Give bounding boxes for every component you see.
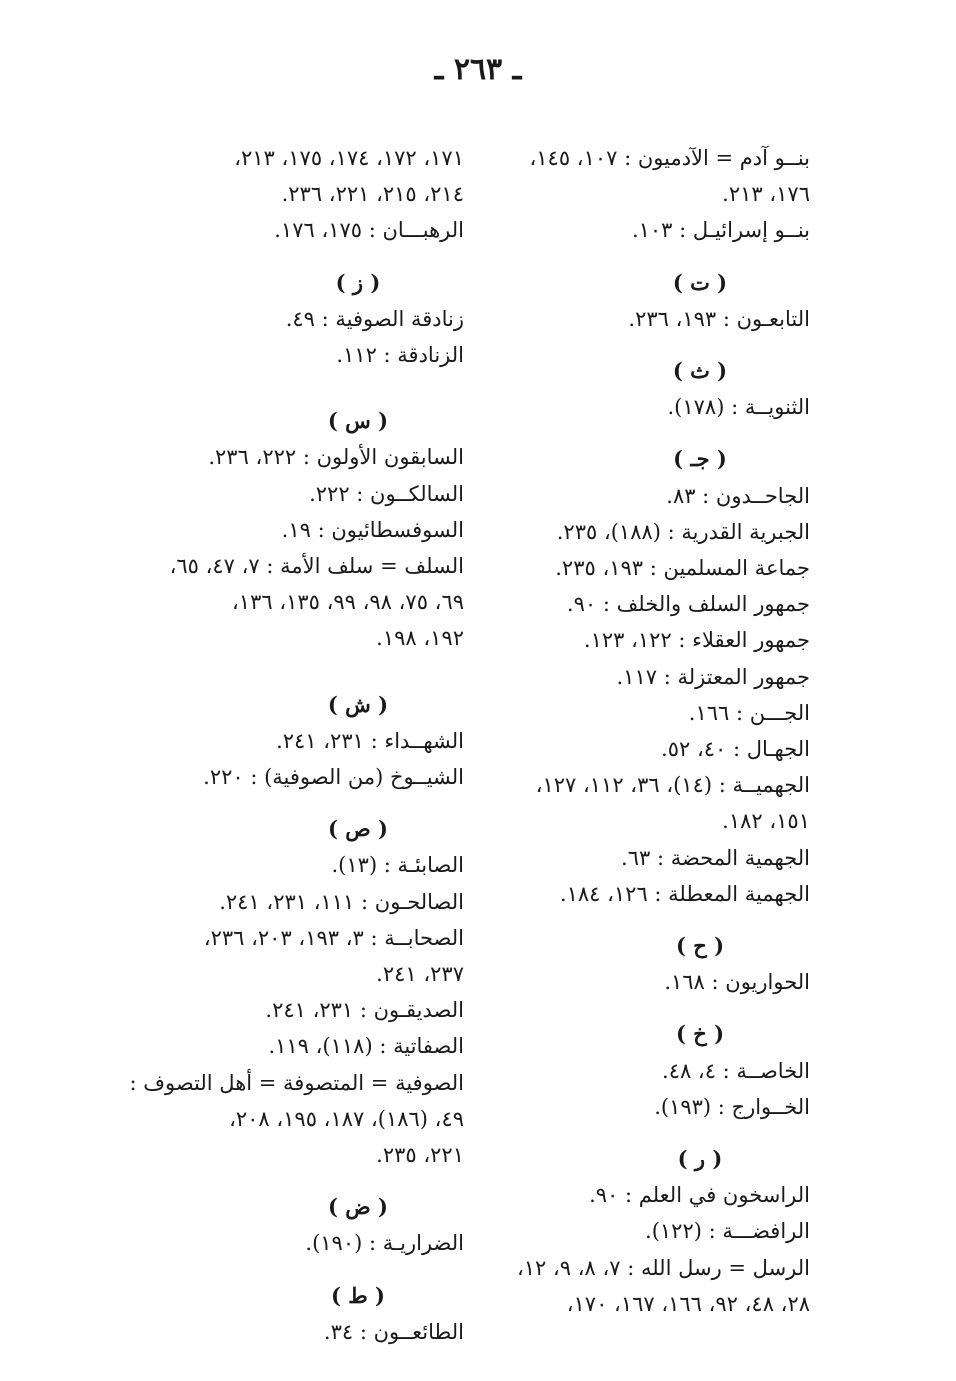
section-spacer xyxy=(142,795,464,811)
section-letter-heading: ( جـ ) xyxy=(673,446,727,472)
index-entry: الجهـال : ٤٠، ٥٢. xyxy=(661,737,810,762)
section-letter-heading: ( ش ) xyxy=(327,691,389,717)
index-entry: الراسخون في العلم : ٩٠. xyxy=(589,1183,810,1208)
section-letter-heading: ( ز ) xyxy=(335,269,381,295)
index-entry: بنــو إسرائيـل : ١٠٣. xyxy=(631,218,810,243)
index-entry: ١٧١، ١٧٢، ١٧٤، ١٧٥، ٢١٣، xyxy=(234,146,464,170)
index-entry: الثنويــة : (١٧٨). xyxy=(667,395,810,420)
section-spacer xyxy=(480,912,810,928)
section-letter-heading: ( ط ) xyxy=(331,1282,385,1308)
index-entry: ٦٩، ٧٥، ٩٨، ٩٩، ١٣٥، ١٣٦، xyxy=(232,590,464,615)
index-entry: ٤٩، (١٨٦)، ١٨٧، ١٩٥، ٢٠٨، xyxy=(229,1106,464,1131)
index-entry: ٢٢١، ٢٣٥. xyxy=(376,1143,464,1168)
index-entry: الصوفية = المتصوفة = أهل التصوف : xyxy=(129,1070,464,1095)
index-entry: الرسل = رسل الله : ٧، ٨، ٩، ١٢، xyxy=(517,1255,810,1280)
index-entry: الجاحــدون : ٨٣. xyxy=(666,483,810,508)
index-entry: ١٩٢، ١٩٨. xyxy=(376,626,464,651)
section-letter-heading: ( ص ) xyxy=(328,816,388,842)
index-entry: الجهميــة : (١٤)، ٣٦، ١١٢، ١٢٧، xyxy=(535,773,810,798)
index-entry: ٢٣٧، ٢٤١. xyxy=(376,962,464,987)
index-entry: السلف = سلف الأمة : ٧، ٤٧، ٦٥، xyxy=(169,554,464,579)
index-entry: الضراريـة : (١٩٠). xyxy=(305,1231,464,1256)
index-entry: الصفاتية : (١١٨)، ١١٩. xyxy=(268,1034,464,1059)
section-spacer xyxy=(142,1262,464,1278)
section-spacer xyxy=(142,1173,464,1189)
index-entry: ٢١٤، ٢١٥، ٢٢١، ٢٣٦. xyxy=(281,182,464,207)
section-spacer xyxy=(480,249,810,265)
section-spacer xyxy=(142,373,464,403)
index-column-right xyxy=(480,140,810,1322)
index-entry: الصابئـة : (١٣). xyxy=(331,853,464,878)
index-entry: الخاصــة : ٤، ٤٨. xyxy=(662,1058,810,1083)
index-entry: جمهور السلف والخلف : ٩٠. xyxy=(566,592,810,617)
index-column-left xyxy=(129,140,464,1350)
section-letter-heading: ( ث ) xyxy=(672,358,728,384)
index-entry: الرافضـــة : (١٢٢). xyxy=(645,1219,810,1244)
index-entry: ٢٨، ٤٨، ٩٢، ١٦٦، ١٦٧، ١٧٠، xyxy=(566,1291,810,1316)
section-letter-heading: ( خ ) xyxy=(675,1021,725,1047)
index-entry: الجهمية المحضة : ٦٣. xyxy=(621,845,810,870)
section-letter-heading: ( ر ) xyxy=(677,1146,723,1172)
index-entry: ١٥١، ١٨٢. xyxy=(722,809,810,834)
section-spacer xyxy=(480,425,810,441)
index-entry: الرهبـــان : ١٧٥، ١٧٦. xyxy=(274,218,464,243)
index-entry: بنــو آدم = الآدميون : ١٠٧، ١٤٥، xyxy=(529,146,810,170)
section-spacer xyxy=(142,249,464,265)
index-entry: السابقون الأولون : ٢٢٢، ٢٣٦. xyxy=(208,445,464,470)
index-entry: الصحابــة : ٣، ١٩٣، ٢٠٣، ٢٣٦، xyxy=(203,925,464,950)
index-entry: الشيــوخ (من الصوفية) : ٢٢٠. xyxy=(203,765,464,790)
index-entry: ١٧٦، ٢١٣. xyxy=(722,182,810,207)
index-entry: الخــوارج : (١٩٣). xyxy=(654,1094,810,1119)
index-entry: جمهور المعتزلة : ١١٧. xyxy=(616,664,810,689)
index-entry: الجهمية المعطلة : ١٢٦، ١٨٤. xyxy=(559,881,810,906)
section-spacer xyxy=(480,1125,810,1141)
section-spacer xyxy=(480,337,810,353)
section-spacer xyxy=(142,657,464,687)
index-entry: الجـــن : ١٦٦. xyxy=(688,700,810,725)
index-entry: الطائعــون : ٣٤. xyxy=(323,1319,464,1344)
section-letter-heading: ( ض ) xyxy=(328,1194,388,1220)
index-entry: الصديقـون : ٢٣١، ٢٤١. xyxy=(265,998,464,1023)
index-entry: زنادقة الصوفية : ٤٩. xyxy=(285,306,464,331)
index-entry: الجبرية القدرية : (١٨٨)، ٢٣٥. xyxy=(556,519,810,544)
section-spacer xyxy=(480,1000,810,1016)
section-letter-heading: ( ح ) xyxy=(675,933,725,959)
index-entry: الحواريون : ١٦٨. xyxy=(664,970,810,995)
page-number: ـ ٢٦٣ ـ xyxy=(434,52,522,87)
index-entry: جماعة المسلمين : ١٩٣، ٢٣٥. xyxy=(555,556,810,581)
section-letter-heading: ( ت ) xyxy=(672,269,728,295)
index-entry: السالكــون : ٢٢٢. xyxy=(309,481,464,506)
index-entry: جمهور العقلاء : ١٢٢، ١٢٣. xyxy=(583,628,810,653)
section-letter-heading: ( س ) xyxy=(327,408,389,434)
index-entry: التابعـون : ١٩٣، ٢٣٦. xyxy=(628,306,810,331)
index-entry: الصالحـون : ١١١، ٢٣١، ٢٤١. xyxy=(219,889,464,914)
index-entry: السوفسطائيون : ١٩. xyxy=(281,517,464,542)
index-entry: الزنادقة : ١١٢. xyxy=(336,343,464,368)
index-entry: الشهــداء : ٢٣١، ٢٤١. xyxy=(276,728,464,753)
